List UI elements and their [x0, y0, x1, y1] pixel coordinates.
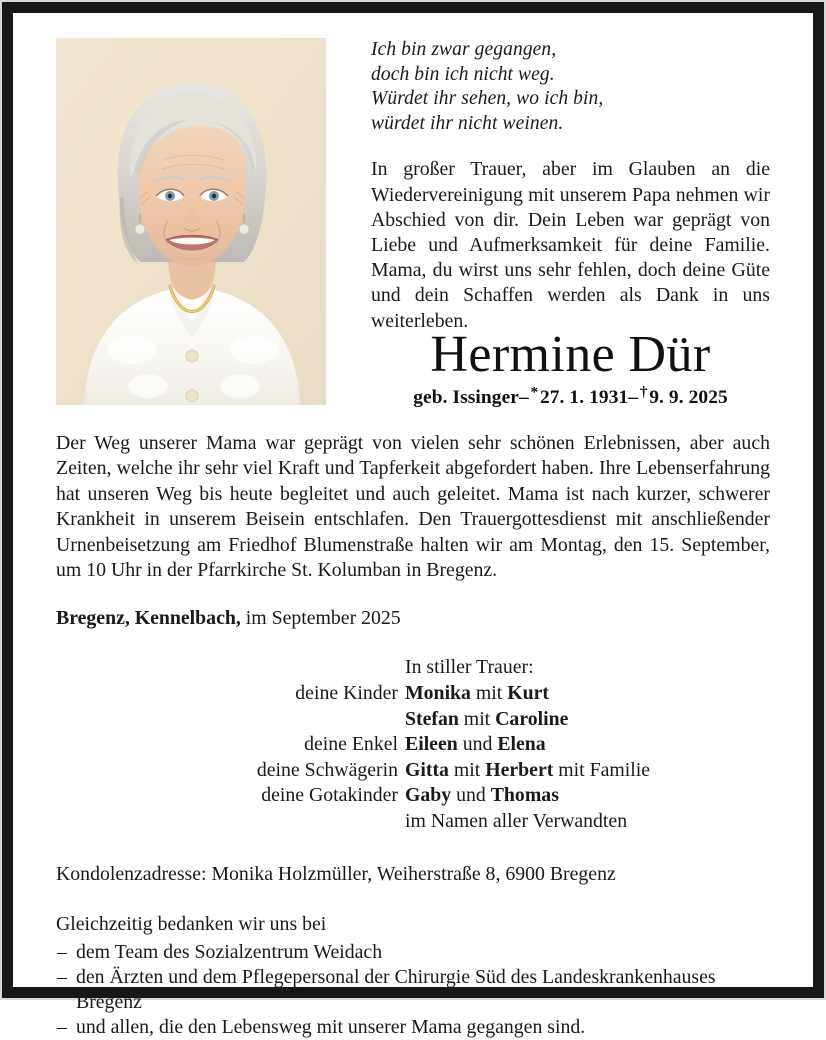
thanks-list-item [56, 940, 770, 965]
mourner-names: Gitta mit Herbert mit Familie [405, 758, 651, 781]
condolence-address: Kondolenzadresse: Monika Holzmüller, Weiherstraße 8, 6900 Bregenz [56, 862, 616, 885]
birth-date: 27. 1. 1931 [539, 387, 629, 408]
poem-line-1: Ich bin zwar gegangen, [371, 39, 557, 60]
portrait-photo [56, 38, 326, 405]
thanks-list [56, 940, 770, 1040]
poem-line-2: doch bin ich nicht weg. [371, 63, 555, 85]
birth-star-icon: * [530, 384, 539, 401]
thanks-item-text: und allen, die den Lebensweg mit unserer Mama gegangen sind. [76, 1016, 586, 1039]
mourners-footer: im Namen aller Verwandten [405, 810, 628, 832]
mourners-footer-row [56, 809, 770, 835]
tribute-paragraph: In großer Trauer, aber im Glauben an die Wiedervereinigung mit unserem Papa nehmen wir Abschied von dir. Dein Leben war geprägt von Liebe und Aufmerksamkeit für deine Familie. Mama, du wirst uns sehr fehlen, doch deine Güte und dein Schaffen werden als Dank in uns weiterleben. [371, 158, 770, 332]
mourner-row [56, 707, 770, 733]
dates-separator-1: – [519, 387, 529, 408]
mourners-heading-row [56, 655, 770, 681]
notice-month-text: im September 2025 [240, 607, 401, 630]
mourner-row [56, 758, 770, 784]
header-section [56, 38, 770, 408]
mourner-relation: deine Enkel [304, 733, 398, 756]
death-cross-icon: † [639, 384, 648, 401]
poem-line-4: würdet ihr nicht weinen. [371, 112, 564, 134]
mourner-names: Stefan mit Caroline [405, 707, 569, 730]
poem-line-3: Würdet ihr sehen, wo ich bin, [371, 88, 604, 110]
notice-content-area [13, 13, 813, 1039]
maiden-name: geb. Issinger [413, 387, 519, 408]
dates-separator-2: – [628, 387, 639, 408]
memorial-poem [371, 38, 770, 136]
mourner-relation [56, 707, 405, 733]
thanks-list-item [56, 1015, 770, 1040]
mourner-relation: deine Kinder [295, 682, 398, 705]
deceased-name-block [371, 327, 770, 409]
dash-marker-icon: – [57, 965, 67, 988]
mourner-names: Monika mit Kurt [405, 682, 549, 705]
thanks-intro: Gleichzeitig bedanken wir uns bei [56, 912, 327, 935]
thanks-list-item [56, 965, 770, 1015]
mourners-heading-spacer [56, 655, 405, 681]
black-mourning-frame [2, 2, 824, 1039]
life-dates [371, 384, 770, 409]
mourners-block [56, 655, 770, 834]
header-text-column [326, 38, 770, 408]
thanks-item-text: dem Team des Sozialzentrum Weidach [76, 940, 383, 963]
mourners-rows [56, 681, 770, 809]
mourner-row [56, 732, 770, 758]
mourner-names: Eileen und Elena [405, 733, 546, 756]
places-text: Bregenz, Kennelbach, [56, 607, 241, 630]
eulogy-paragraph: Der Weg unserer Mama war geprägt von vielen sehr schönen Erlebnissen, aber auch Zeiten, welche ihr sehr viel Kraft und Tapferkeit abgefordert haben. Ihre Lebenserfahrung hat unseren Weg bis heute begleitet und auch geleitet. Mama ist nach kurzer, schwerer Krankheit in unserem Beisein entschlafen. Den Trauergottesdienst mit anschließender Urnenbeisetzung am Friedhof Blumenstraße halten wir am Montag, den 15. September, um 10 Uhr in der Pfarrkirche St. Kolumban in Bregenz. [56, 432, 770, 582]
mourners-footer-spacer [56, 809, 405, 835]
death-date: 9. 9. 2025 [649, 387, 728, 408]
thanks-item-text: den Ärzten und dem Pflegepersonal der Chirurgie Süd des Landeskrankenhauses Bregenz [76, 965, 716, 1013]
mourner-row [56, 783, 770, 809]
portrait-illustration [56, 38, 326, 405]
page-title: Hermine Dür [430, 326, 711, 383]
place-and-date-line [56, 606, 770, 631]
mourner-relation: deine Gotakinder [261, 784, 398, 807]
mourner-names: Gaby und Thomas [405, 784, 559, 807]
dash-marker-icon: – [57, 940, 67, 963]
body-section [56, 405, 770, 1040]
mourner-row [56, 681, 770, 707]
mourners-heading: In stiller Trauer: [405, 656, 534, 679]
mourner-relation: deine Schwägerin [256, 758, 398, 781]
dash-marker-icon: – [57, 1016, 67, 1039]
